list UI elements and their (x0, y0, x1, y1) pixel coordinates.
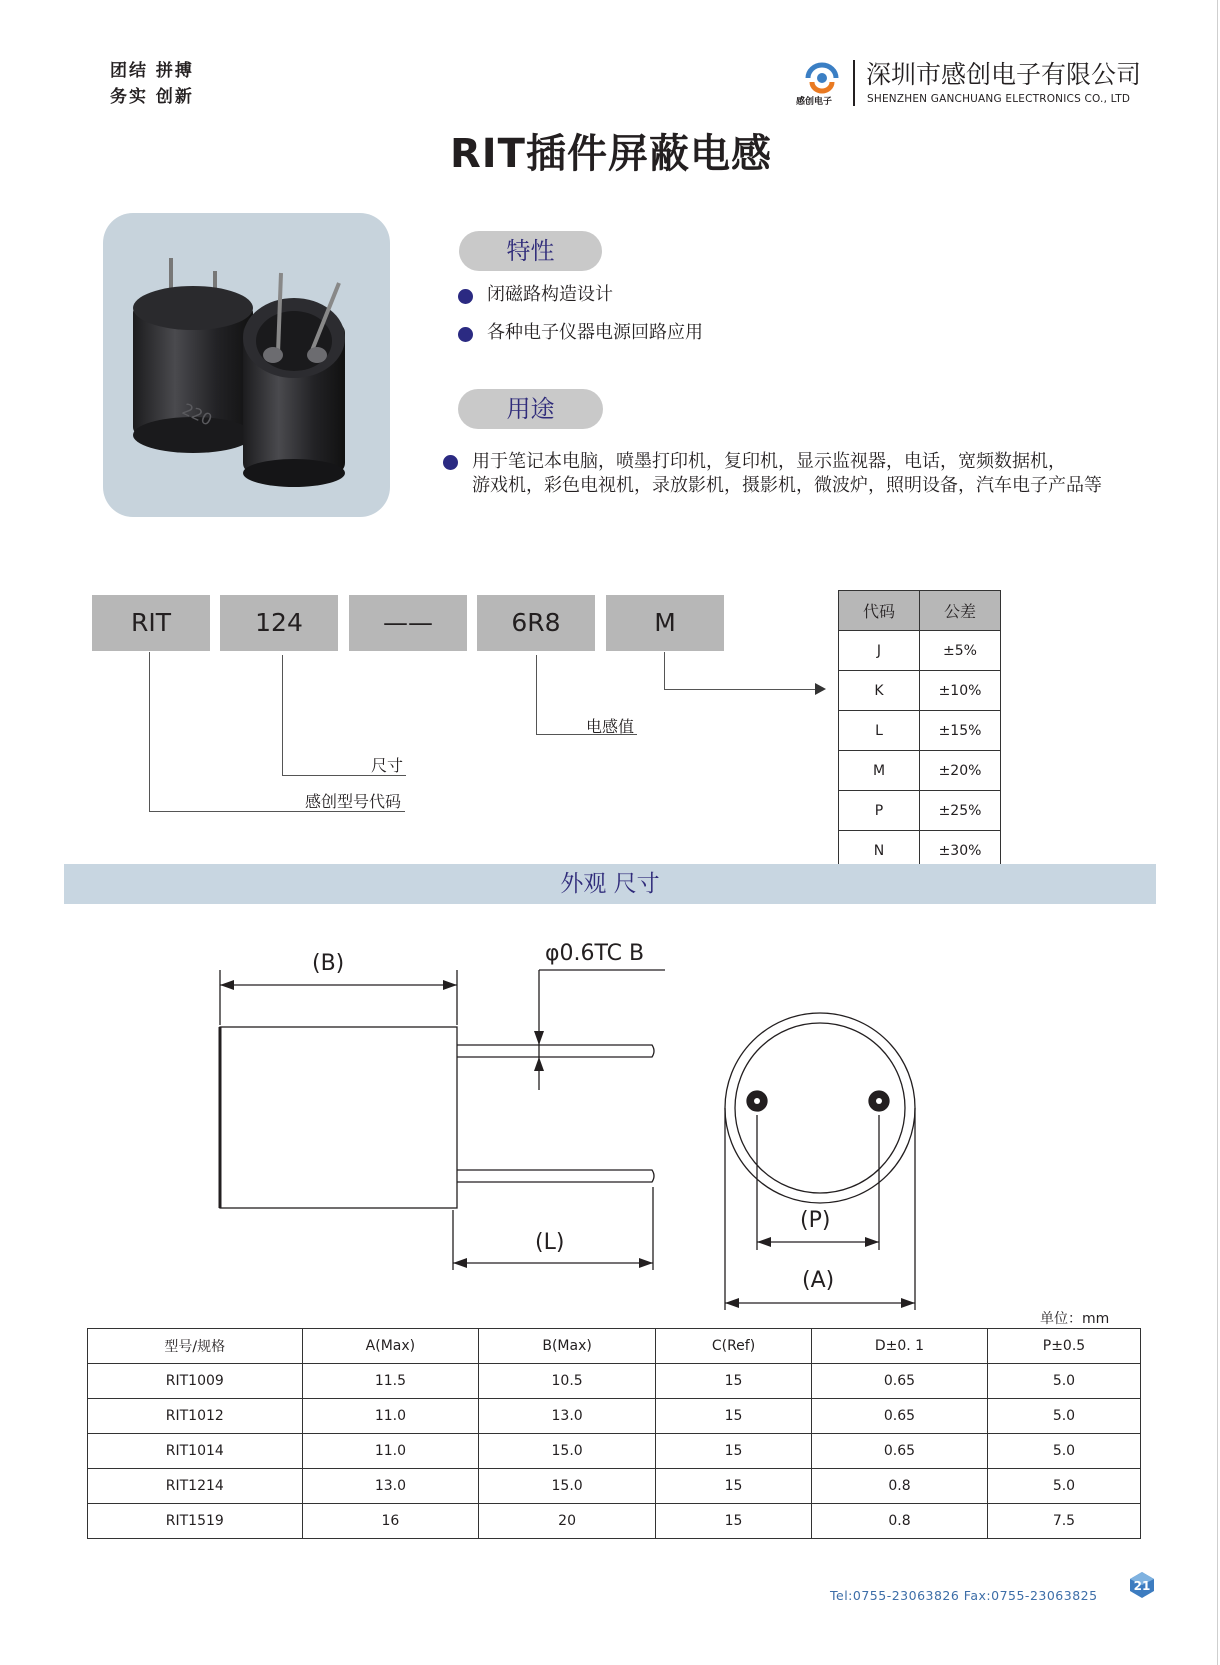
label-inductance: 电感值 (586, 717, 635, 736)
spec-header: B(Max) (479, 1329, 656, 1364)
table-row (88, 1364, 1141, 1399)
company-logo-icon (800, 60, 844, 94)
spec-cell: RIT1519 (88, 1504, 303, 1539)
spec-cell: 15 (655, 1364, 811, 1399)
tolerance-code: K (839, 671, 920, 711)
part-code-size: 124 (220, 595, 338, 651)
spec-cell: RIT1214 (88, 1469, 303, 1504)
spec-cell: 0.65 (812, 1434, 988, 1469)
bullet-icon (458, 327, 473, 342)
tolerance-header: 代码 (839, 591, 920, 631)
tolerance-value: ±15% (920, 711, 1001, 751)
label-size: 尺寸 (371, 756, 404, 775)
usage-text-line-1: 用于笔记本电脑，喷墨打印机，复印机，显示监视器，电话，宽频数据机， (472, 451, 1066, 472)
spec-cell: 0.8 (812, 1504, 988, 1539)
spec-cell: 15 (655, 1469, 811, 1504)
spec-cell: 7.5 (987, 1504, 1140, 1539)
logo-divider (853, 60, 855, 106)
slogan (110, 58, 194, 110)
spec-cell: 5.0 (987, 1364, 1140, 1399)
spec-cell: 15 (655, 1504, 811, 1539)
inductor-marking: 220 (179, 399, 216, 430)
spec-cell: 11.0 (302, 1434, 479, 1469)
page-number: 21 (1133, 1579, 1151, 1593)
label-series-code: 感创型号代码 (305, 792, 402, 811)
table-row (88, 1434, 1141, 1469)
table-row (839, 711, 1001, 751)
tolerance-value: ±10% (920, 671, 1001, 711)
dim-label-p: (P) (800, 1208, 831, 1233)
part-code-dash: —— (349, 595, 467, 651)
unit-label: 单位：mm (1040, 1311, 1110, 1327)
part-code-series: RIT (92, 595, 210, 651)
tolerance-code: L (839, 711, 920, 751)
feature-item: 闭磁路构造设计 (487, 284, 613, 305)
spec-cell: 5.0 (987, 1434, 1140, 1469)
spec-cell: 16 (302, 1504, 479, 1539)
table-row (88, 1504, 1141, 1539)
spec-header: C(Ref) (655, 1329, 811, 1364)
tolerance-code: J (839, 631, 920, 671)
tolerance-table (838, 590, 1001, 871)
leader-line (664, 689, 824, 690)
spec-cell: 11.5 (302, 1364, 479, 1399)
spec-cell: 5.0 (987, 1469, 1140, 1504)
dimension-drawing (200, 925, 960, 1315)
part-code-inductance: 6R8 (477, 595, 595, 651)
dim-label-l: (L) (535, 1230, 565, 1255)
slogan-line-1: 团结 拼搏 (110, 61, 194, 81)
tolerance-value: ±20% (920, 751, 1001, 791)
bullet-icon (458, 289, 473, 304)
section-title-band: 外观 尺寸 (64, 864, 1156, 904)
spec-cell: RIT1014 (88, 1434, 303, 1469)
spec-cell: 0.65 (812, 1364, 988, 1399)
spec-header: A(Max) (302, 1329, 479, 1364)
table-row (839, 631, 1001, 671)
table-row (839, 791, 1001, 831)
part-code-tolerance: M (606, 595, 724, 651)
arrow-right-icon (815, 683, 826, 695)
spec-header: D±0. 1 (812, 1329, 988, 1364)
usage-text-line-2: 游戏机，彩色电视机，录放影机，摄影机，微波炉，照明设备，汽车电子产品等 (472, 475, 1102, 496)
tolerance-code: M (839, 751, 920, 791)
spec-cell: 0.65 (812, 1399, 988, 1434)
page-edge-rule (1217, 0, 1218, 1665)
leader-line (664, 652, 665, 690)
leader-line (149, 652, 150, 812)
usage-pill: 用途 (458, 389, 603, 429)
spec-cell: 10.5 (479, 1364, 656, 1399)
footer-contact: Tel:0755-23063826 Fax:0755-23063825 (830, 1588, 1098, 1603)
spec-cell: RIT1009 (88, 1364, 303, 1399)
tolerance-value: ±30% (920, 831, 1001, 871)
spec-cell: 15 (655, 1399, 811, 1434)
spec-header: P±0.5 (987, 1329, 1140, 1364)
logo-text: 感创电子 (796, 97, 833, 107)
table-row (839, 671, 1001, 711)
bullet-icon (443, 455, 458, 470)
leader-line (536, 655, 537, 735)
table-row (839, 751, 1001, 791)
page-title: RIT插件屏蔽电感 (450, 131, 772, 177)
tolerance-value: ±25% (920, 791, 1001, 831)
spec-cell: 13.0 (479, 1399, 656, 1434)
tolerance-value: ±5% (920, 631, 1001, 671)
spec-cell: 20 (479, 1504, 656, 1539)
table-row (88, 1469, 1141, 1504)
feature-item: 各种电子仪器电源回路应用 (487, 322, 703, 343)
product-photo (103, 213, 390, 517)
company-name-cn: 深圳市感创电子有限公司 (866, 60, 1142, 89)
spec-table (87, 1328, 1141, 1539)
slogan-line-2: 务实 创新 (110, 87, 194, 107)
page-number-badge (1128, 1571, 1156, 1599)
spec-cell: 15.0 (479, 1434, 656, 1469)
spec-cell: 0.8 (812, 1469, 988, 1504)
tolerance-code: P (839, 791, 920, 831)
spec-cell: RIT1012 (88, 1399, 303, 1434)
pin-diameter-label: φ0.6TC B (545, 941, 645, 966)
leader-line (282, 655, 283, 776)
tolerance-header: 公差 (920, 591, 1001, 631)
spec-cell: 15.0 (479, 1469, 656, 1504)
dim-label-a: (A) (802, 1268, 835, 1293)
spec-cell: 11.0 (302, 1399, 479, 1434)
tolerance-code: N (839, 831, 920, 871)
dim-label-b: (B) (312, 951, 345, 976)
spec-cell: 15 (655, 1434, 811, 1469)
table-row (88, 1399, 1141, 1434)
features-pill: 特性 (459, 231, 602, 271)
company-name-en: SHENZHEN GANCHUANG ELECTRONICS CO., LTD (867, 93, 1131, 105)
spec-header: 型号/规格 (88, 1329, 303, 1364)
spec-cell: 13.0 (302, 1469, 479, 1504)
spec-cell: 5.0 (987, 1399, 1140, 1434)
